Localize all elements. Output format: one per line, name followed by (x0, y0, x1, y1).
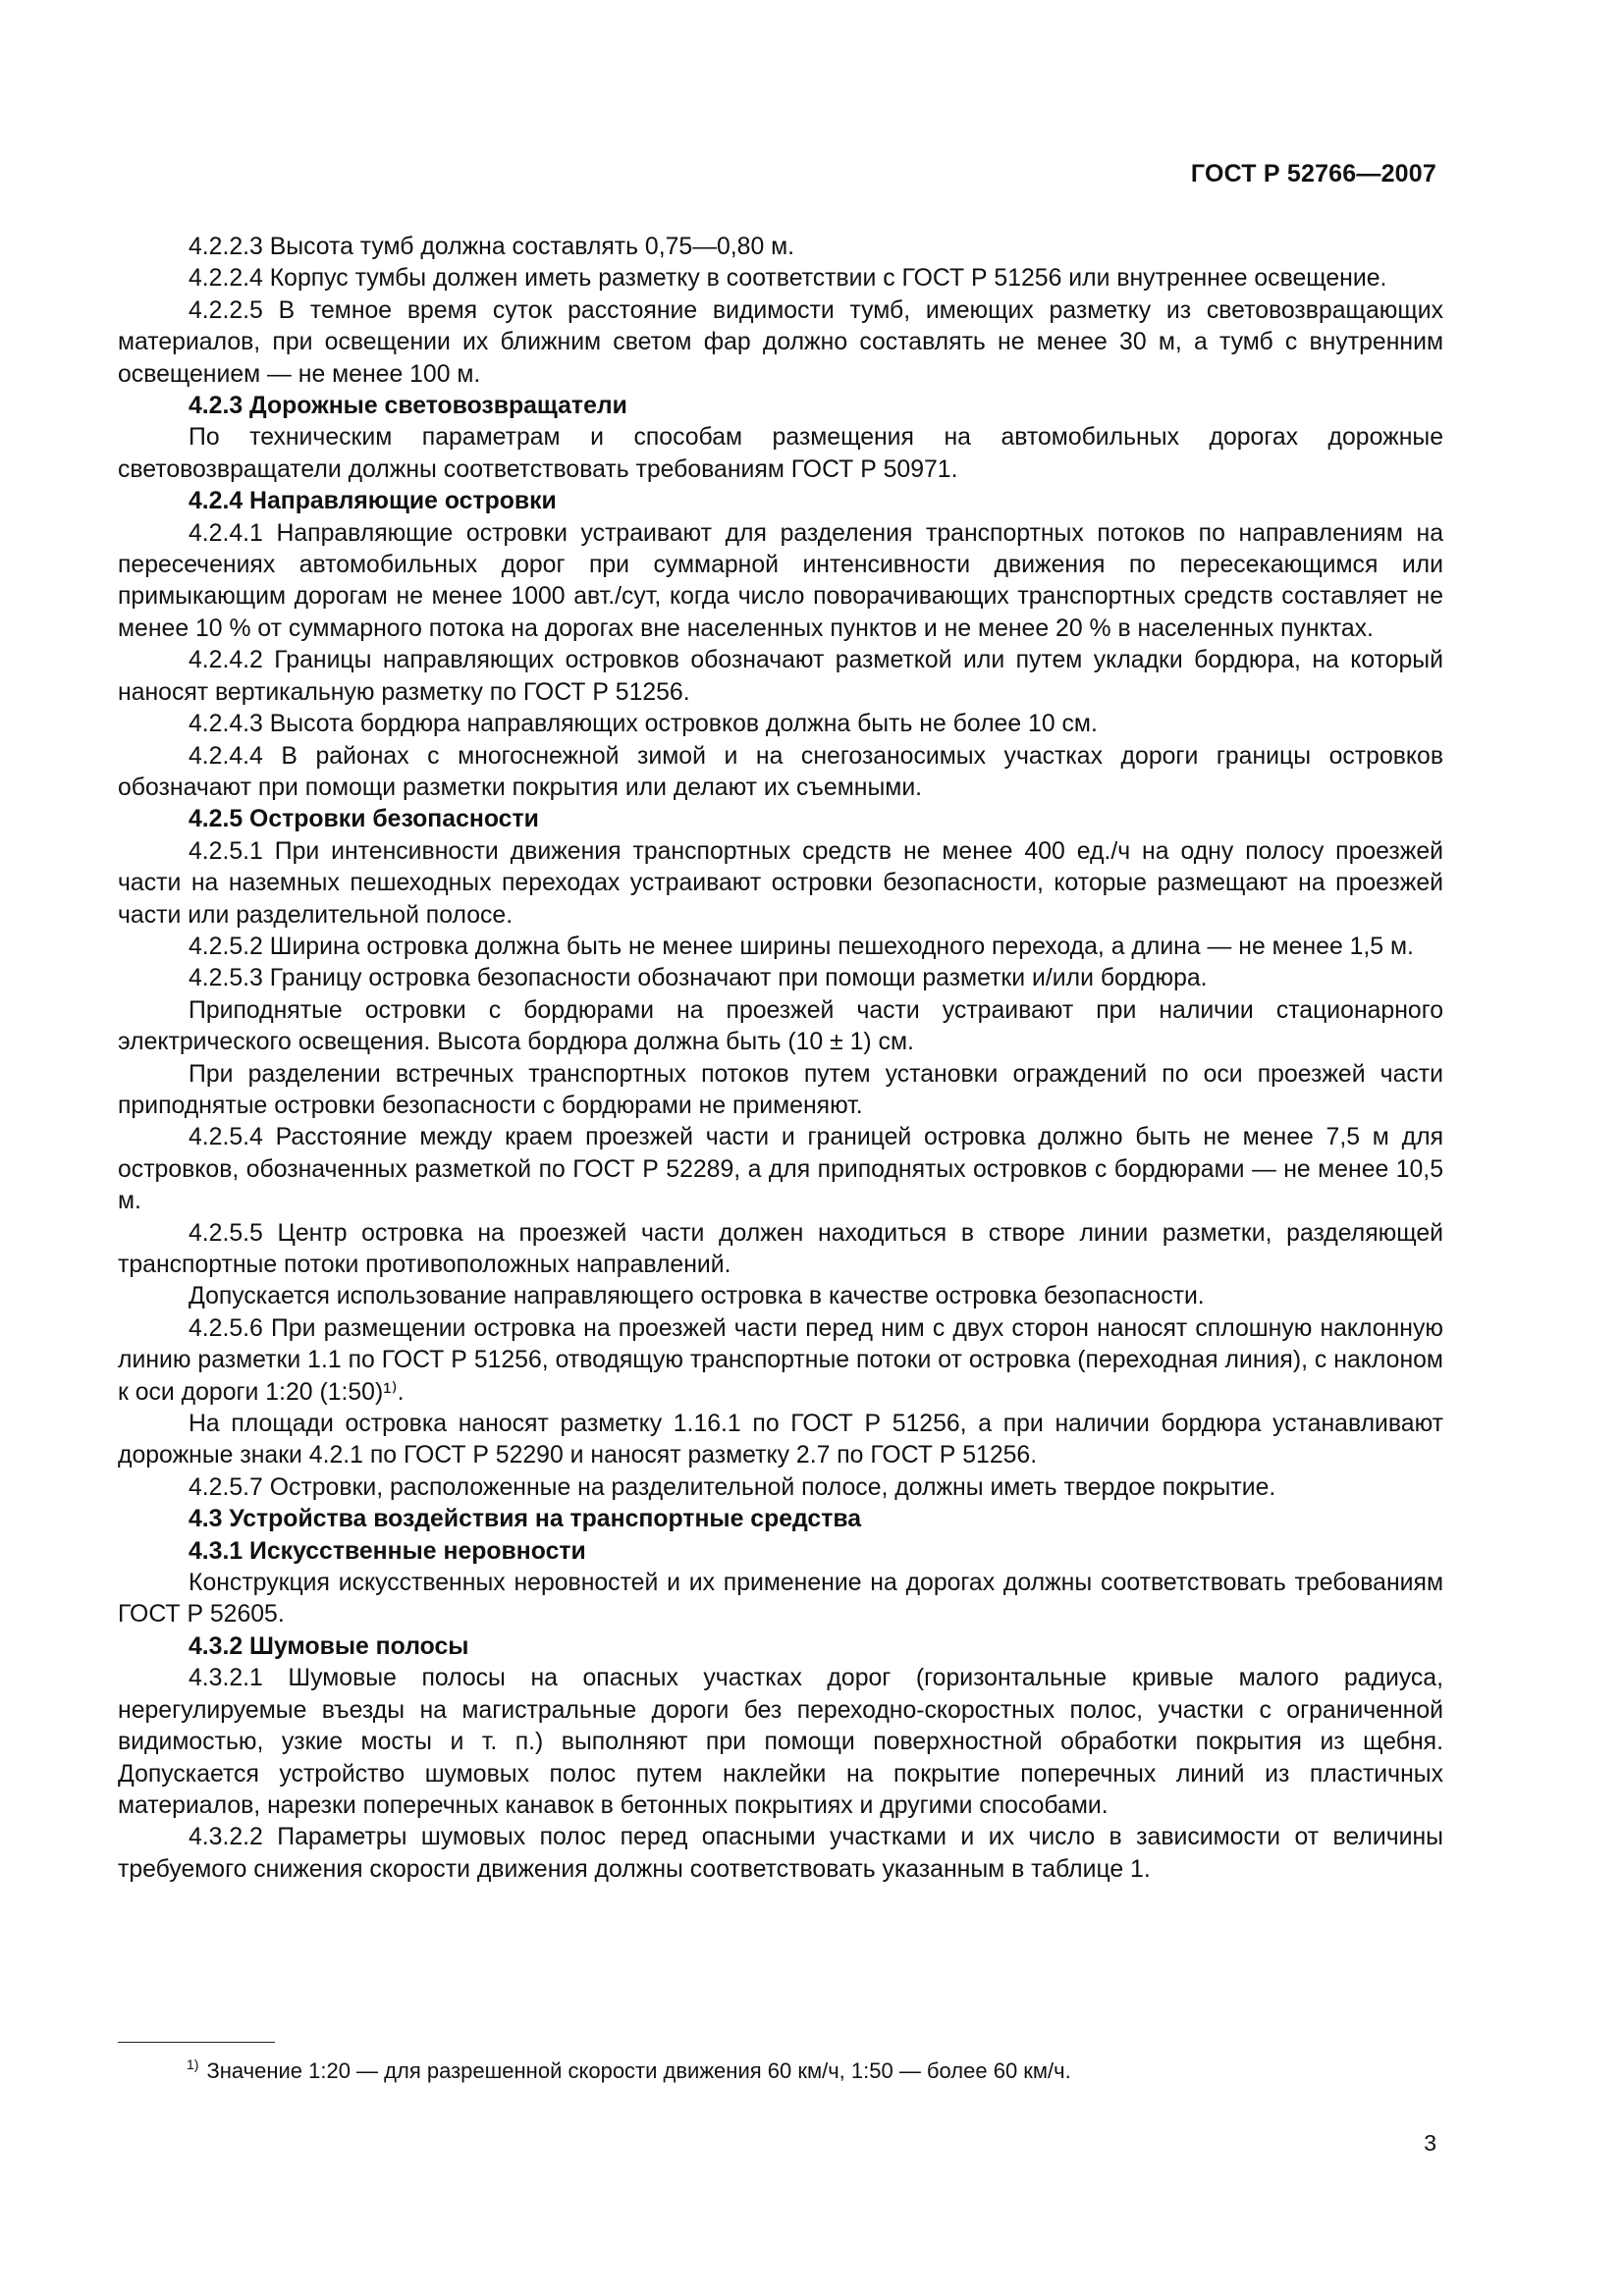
footnote-text: Значение 1:20 — для разрешенной скорости движения 60 км/ч, 1:50 — более 60 км/ч. (206, 2058, 1071, 2083)
footnote (187, 2056, 1071, 2084)
footnote-marker: 1) (187, 2056, 199, 2072)
paragraph: По техническим параметрам и способам размещения на автомобильных дорогах дорожные световозвращатели должны соответствовать требованиям ГОСТ Р 50971. (118, 424, 1443, 483)
paragraph: 4.2.5.4 Расстояние между краем проезжей части и границей островка должно быть не менее 7,5 м для островков, обозначенных разметкой по ГОСТ Р 52289, а для приподнятых островков с бордюрами — не менее 10,5 м. (118, 1124, 1443, 1215)
section-heading: 4.2.4 Направляющие островки (189, 488, 557, 515)
paragraph: 4.2.4.2 Границы направляющих островков обозначают разметкой или путем укладки бордюра, на который наносят вертикальную разметку по ГОСТ Р 51256. (118, 647, 1443, 706)
paragraph: Конструкция искусственных неровностей и их применение на дорогах должны соответствовать требованиям ГОСТ Р 52605. (118, 1570, 1443, 1629)
page-number: 3 (1424, 2130, 1436, 2156)
paragraph: 4.2.5.1 При интенсивности движения транспортных средств не менее 400 ед./ч на одну полосу проезжей части на наземных пешеходных переходах устраивают островки безопасности, которые размещают на проезжей части или разделительной полосе. (118, 837, 1443, 929)
section-heading: 4.2.3 Дорожные световозвращатели (189, 393, 627, 420)
paragraph: 4.2.5.5 Центр островка на проезжей части должен находиться в створе линии разметки, разделяющей транспортные потоки противоположных направлений. (118, 1219, 1443, 1278)
paragraph: 4.2.2.4 Корпус тумбы должен иметь разметку в соответствии с ГОСТ Р 51256 или внутреннее освещение. (189, 265, 1387, 293)
paragraph: 4.2.4.3 Высота бордюра направляющих островков должна быть не более 10 см. (189, 711, 1098, 738)
footnote-separator (118, 2042, 275, 2043)
section-heading: 4.2.5 Островки безопасности (189, 806, 539, 833)
paragraph: 4.2.2.5 В темное время суток расстояние видимости тумб, имеющих разметку из световозвращающих материалов, при освещении их ближним светом фар должно составлять не менее 30 м, а тумб с внутренним освещением — не менее 100 м. (118, 296, 1443, 388)
paragraph: 4.2.4.4 В районах с многоснежной зимой и на снегозаносимых участках дороги границы островков обозначают при помощи разметки покрытия или делают их съемными. (118, 742, 1443, 801)
paragraph: Допускается использование направляющего островка в качестве островка безопасности. (189, 1283, 1205, 1310)
document-body (118, 232, 1443, 1886)
paragraph: 4.2.5.7 Островки, расположенные на разделительной полосе, должны иметь твердое покрытие. (189, 1473, 1276, 1501)
paragraph: 4.3.2.1 Шумовые полосы на опасных участках дорог (горизонтальные кривые малого радиуса, нерегулируемые въезды на магистральные дороги без переходно-скоростных полос, участки с ограниченной видимостью, узкие мосты и т. п.) выполняют при помощи поверхностной обработки покрытия из щебня. Допускается устройство шумовых полос путем наклейки на покрытие поперечных линий из пластичных материалов, нарезки поперечных канавок в бетонных покрытиях и другими способами. (118, 1665, 1443, 1819)
paragraph: При разделении встречных транспортных потоков путем установки ограждений по оси проезжей части приподнятые островки безопасности с бордюрами не применяют. (118, 1060, 1443, 1119)
paragraph: 4.2.4.1 Направляющие островки устраивают для разделения транспортных потоков по направлениям на пересечениях автомобильных дорог при суммарной интенсивности движения по пересекающимся или примыкающим дорогам не менее 1000 авт./сут, когда число поворачивающих транспортных средств составляет не менее 10 % от суммарного потока на дорогах вне населенных пунктов и не менее 20 % в населенных пунктах. (118, 519, 1443, 642)
paragraph: На площади островка наносят разметку 1.16.1 по ГОСТ Р 51256, а при наличии бордюра устанавливают дорожные знаки 4.2.1 по ГОСТ Р 52290 и наносят разметку 2.7 по ГОСТ Р 51256. (118, 1411, 1443, 1469)
paragraph: 4.2.5.2 Ширина островка должна быть не менее ширины пешеходного перехода, а длина — не менее 1,5 м. (189, 933, 1414, 960)
section-heading: 4.3.2 Шумовые полосы (189, 1632, 469, 1660)
paragraph: Приподнятые островки с бордюрами на проезжей части устраивают при наличии стационарного электрического освещения. Высота бордюра должна быть (10 ± 1) см. (118, 996, 1443, 1056)
paragraph: 4.2.2.3 Высота тумб должна составлять 0,75—0,80 м. (189, 234, 795, 260)
document-header: ГОСТ Р 52766—2007 (1190, 160, 1436, 187)
paragraph: 4.2.5.6 При размещении островка на проезжей части перед ним с двух сторон наносят сплошную наклонную линию разметки 1.1 по ГОСТ Р 51256, отводящую транспортные потоки от островка (переходная линия), с наклоном к оси дороги 1:20 (1:50)¹⁾. (118, 1314, 1443, 1406)
paragraph: 4.3.2.2 Параметры шумовых полос перед опасными участками и их число в зависимости от величины требуемого снижения скорости движения должны соответствовать указанным в таблице 1. (118, 1824, 1443, 1883)
section-heading: 4.3.1 Искусственные неровности (189, 1537, 586, 1565)
section-heading: 4.3 Устройства воздействия на транспортные средства (189, 1506, 862, 1533)
paragraph: 4.2.5.3 Границу островка безопасности обозначают при помощи разметки и/или бордюра. (189, 965, 1208, 992)
